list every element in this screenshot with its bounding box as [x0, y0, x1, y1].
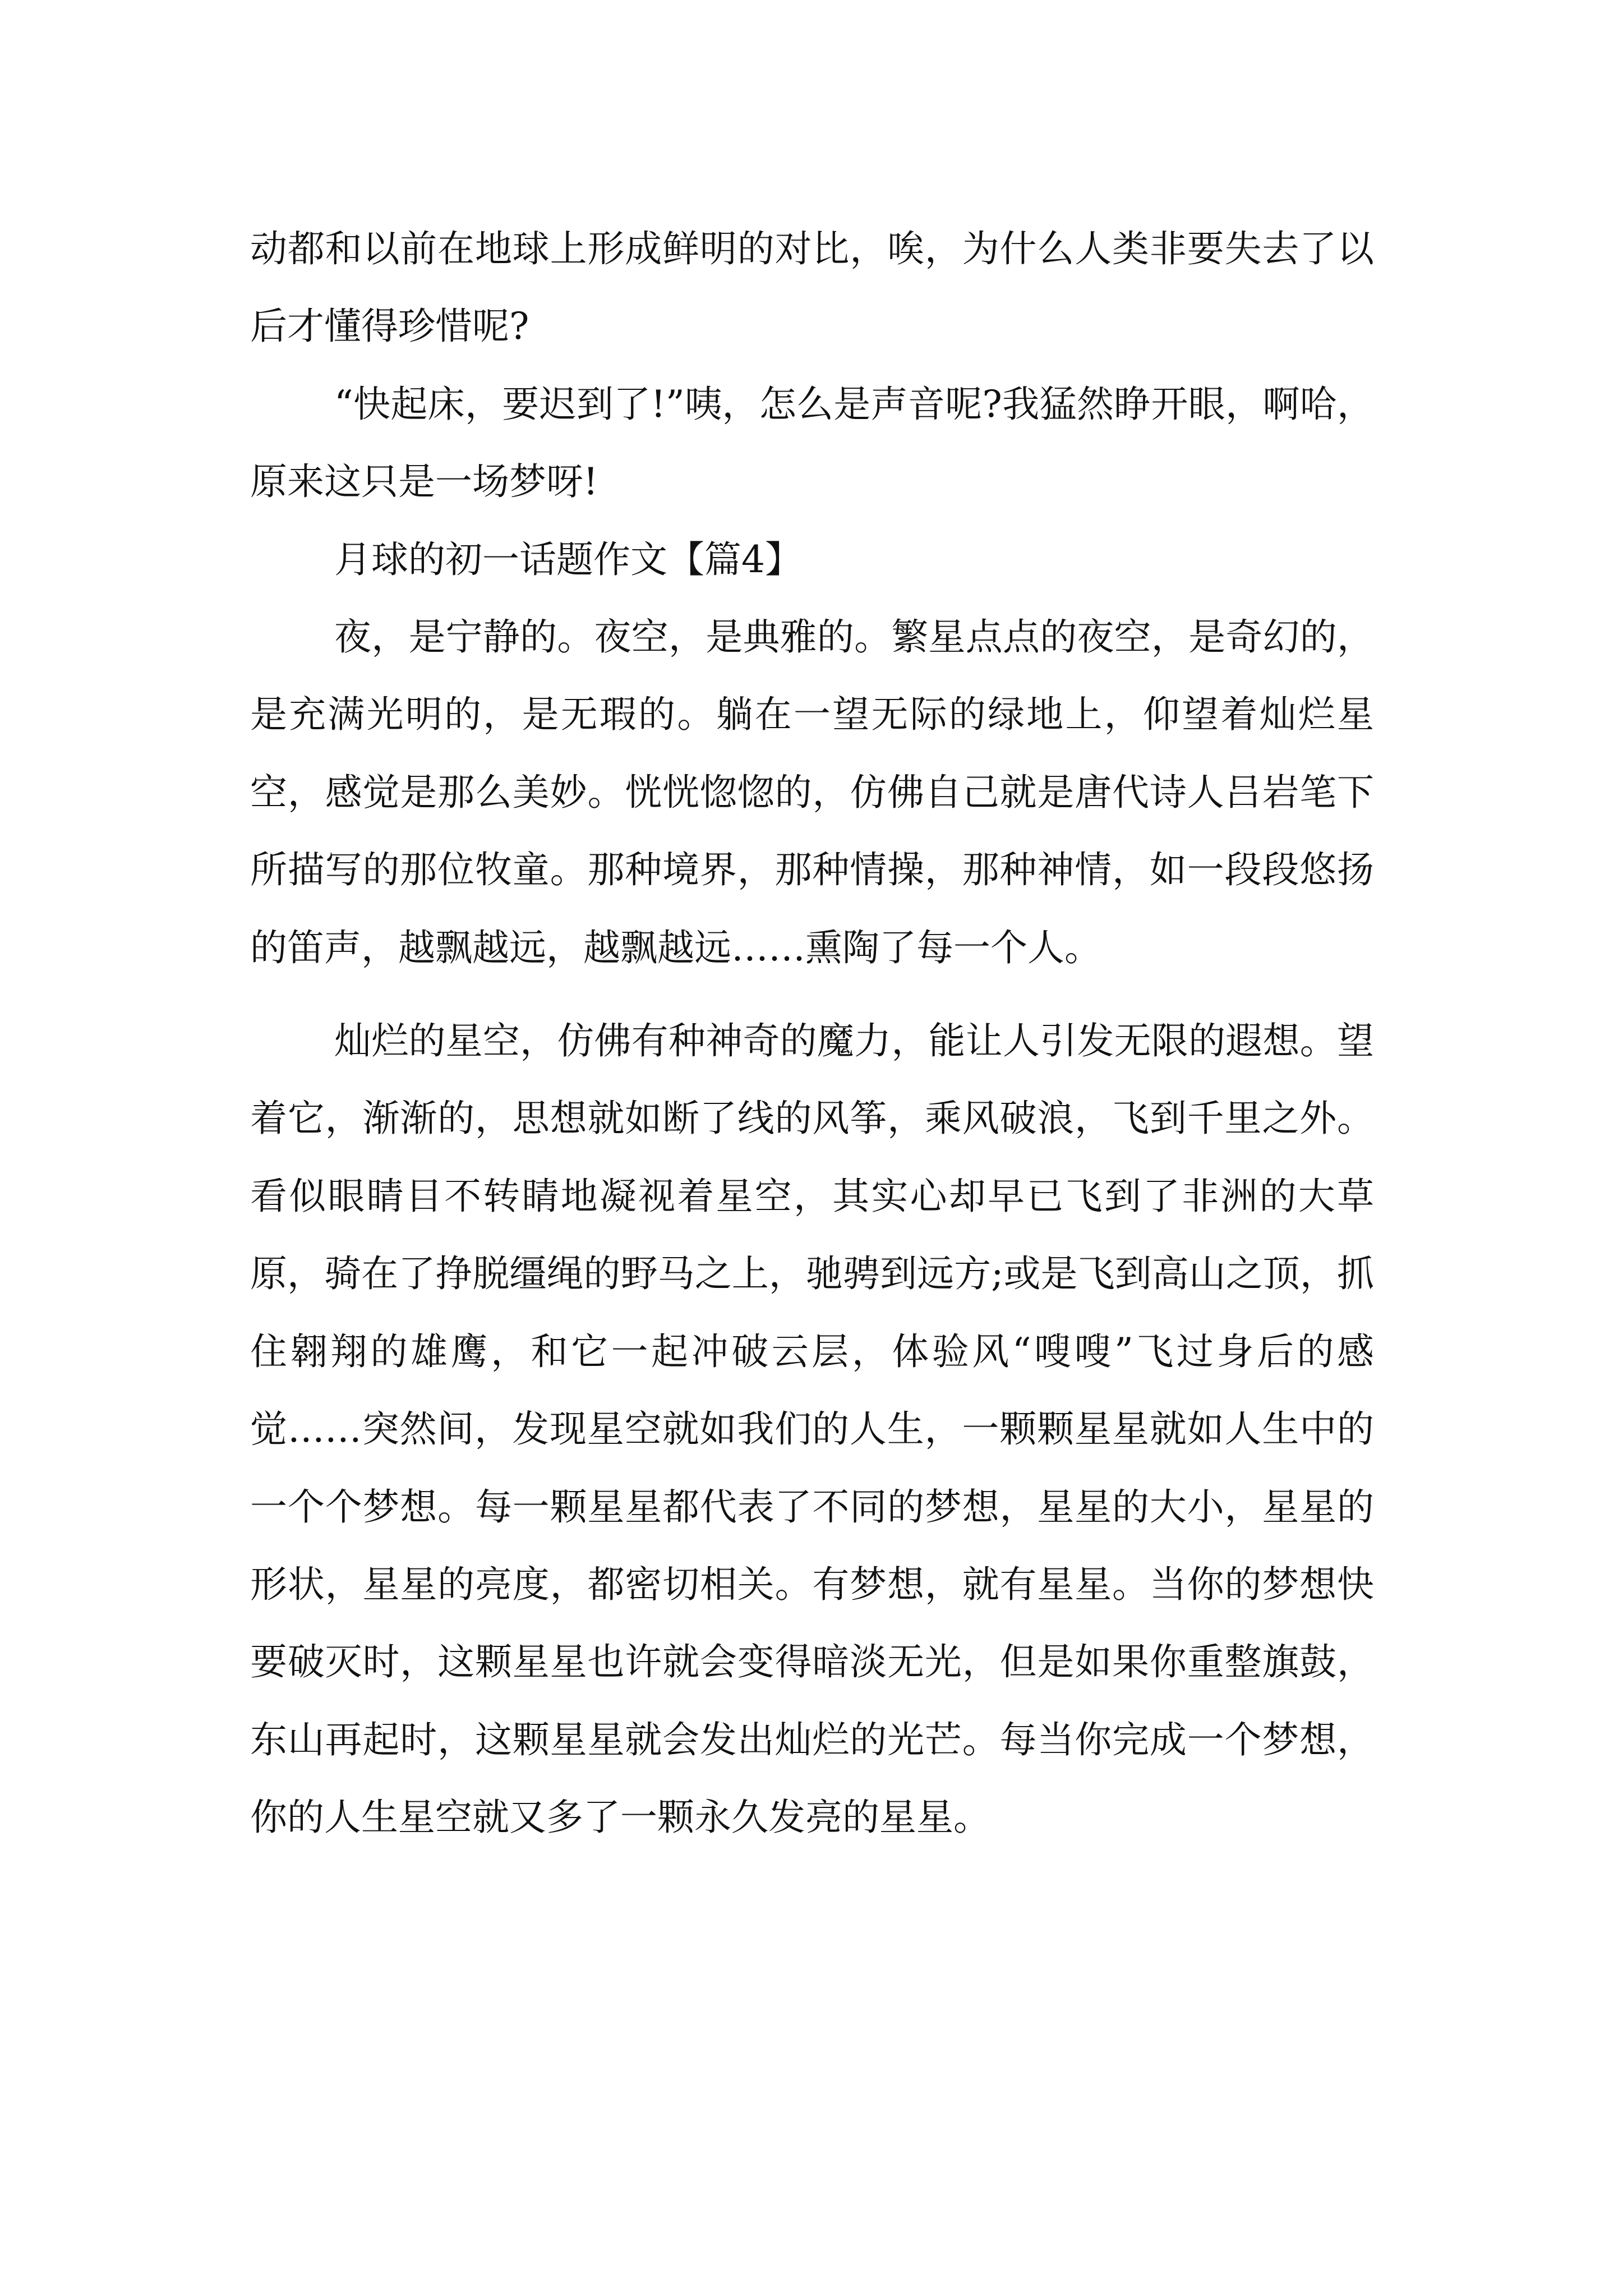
paragraph-2: “快起床，要迟到了!”咦，怎么是声音呢?我猛然睁开眼，啊哈，原来这只是一场梦呀!	[250, 382, 1374, 504]
section-heading: 月球的初一话题作文【篇4】	[334, 537, 802, 581]
paragraph-3: 夜，是宁静的。夜空，是典雅的。繁星点点的夜空，是奇幻的，是充满光明的，是无瑕的。躺在一望无际的绿地上，仰望着灿烂星空，感觉是那么美妙。恍恍惚惚的，仿佛自己就是唐代诗人吕岩笔下所描写的那位牧童。那种境界，那种情操，那种神情，如一段段悠扬的笛声，越飘越远，越飘越远……熏陶了每一个人。	[250, 615, 1374, 969]
paragraph-1: 动都和以前在地球上形成鲜明的对比，唉，为什么人类非要失去了以后才懂得珍惜呢?	[250, 227, 1374, 348]
paragraph-4: 灿烂的星空，仿佛有种神奇的魔力，能让人引发无限的遐想。望着它，渐渐的，思想就如断了线的风筝，乘风破浪，飞到千里之外。看似眼睛目不转睛地凝视着星空，其实心却早已飞到了非洲的大草原，骑在了挣脱缰绳的野马之上，驰骋到远方;或是飞到高山之顶，抓住翱翔的雄鹰，和它一起冲破云层，体验风“嗖嗖”飞过身后的感觉……突然间，发现星空就如我们的人生，一颗颗星星就如人生中的一个个梦想。每一颗星星都代表了不同的梦想，星星的大小，星星的形状，星星的亮度，都密切相关。有梦想，就有星星。当你的梦想快要破灭时，这颗星星也许就会变得暗淡无光，但是如果你重整旗鼓，东山再起时，这颗星星就会发出灿烂的光芒。每当你完成一个梦想，你的人生星空就又多了一颗永久发亮的星星。	[250, 1019, 1374, 1839]
document-body	[250, 210, 1374, 1857]
